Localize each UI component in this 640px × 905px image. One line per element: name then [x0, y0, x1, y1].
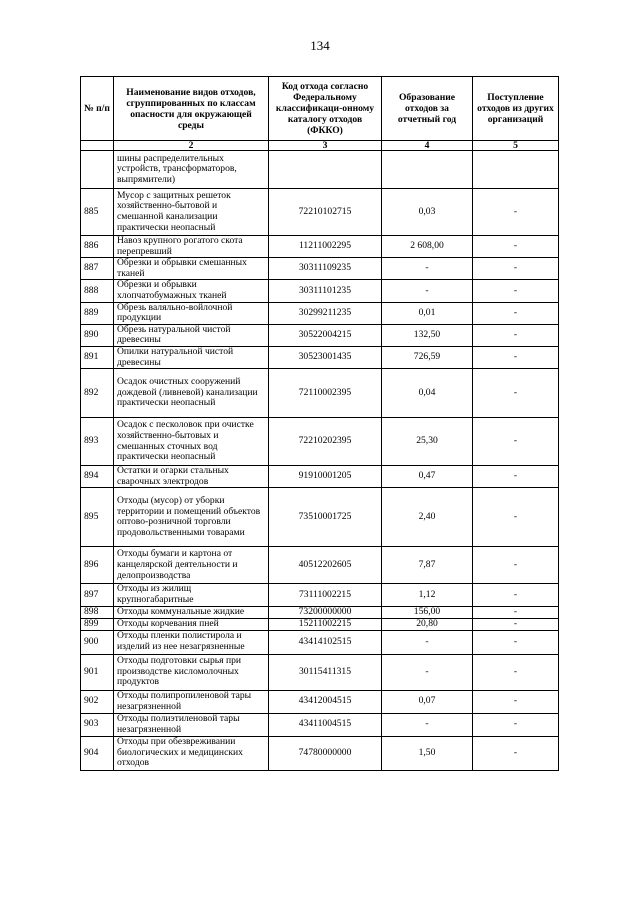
row-number: 903 [81, 713, 114, 736]
row-number: 893 [81, 418, 114, 466]
table-row [81, 258, 559, 280]
received-amount: - [473, 258, 559, 280]
row-number: 895 [81, 488, 114, 547]
waste-name: Отходы коммунальные жидкие [114, 606, 269, 618]
formed-amount: 2 608,00 [382, 236, 473, 258]
fkko-code: 30311109235 [269, 258, 382, 280]
fkko-code: 73111002215 [269, 584, 382, 606]
received-amount: - [473, 654, 559, 690]
table-row [81, 466, 559, 488]
table-row [81, 654, 559, 690]
received-amount: - [473, 466, 559, 488]
column-number-row [81, 141, 559, 151]
row-number: 901 [81, 654, 114, 690]
received-amount: - [473, 713, 559, 736]
table-row [81, 630, 559, 654]
fkko-code: 72110002395 [269, 369, 382, 418]
row-number [81, 151, 114, 189]
fkko-code: 30523001435 [269, 346, 382, 368]
fkko-code: 43411004515 [269, 713, 382, 736]
table-row [81, 713, 559, 736]
waste-name: Опилки натуральной чистой древесины [114, 346, 269, 368]
waste-name: Отходы из жилищ крупногабаритные [114, 584, 269, 606]
waste-name: Отходы при обезвреживании биологических и медицинских отходов [114, 736, 269, 770]
waste-name: Отходы полипропиленовой тары незагрязненной [114, 690, 269, 713]
table-row [81, 618, 559, 630]
waste-name: Остатки и огарки стальных сварочных электродов [114, 466, 269, 488]
formed-amount: 156,00 [382, 606, 473, 618]
table-row [81, 236, 559, 258]
received-amount: - [473, 736, 559, 770]
waste-name: шины распределительных устройств, трансформаторов, выпрямители) [114, 151, 269, 189]
received-amount: - [473, 488, 559, 547]
fkko-code: 43414102515 [269, 630, 382, 654]
received-amount: - [473, 547, 559, 584]
table-row [81, 151, 559, 189]
row-number: 900 [81, 630, 114, 654]
received-amount: - [473, 324, 559, 346]
table-row [81, 547, 559, 584]
table-row [81, 189, 559, 236]
table-row [81, 488, 559, 547]
received-amount: - [473, 302, 559, 324]
received-amount: - [473, 618, 559, 630]
formed-amount: 0,47 [382, 466, 473, 488]
table-body [81, 151, 559, 771]
formed-amount: - [382, 713, 473, 736]
received-amount: - [473, 606, 559, 618]
row-number: 899 [81, 618, 114, 630]
header-no: № п/п [81, 77, 114, 141]
formed-amount: 1,12 [382, 584, 473, 606]
formed-amount: 25,30 [382, 418, 473, 466]
fkko-code: 74780000000 [269, 736, 382, 770]
waste-name: Обрезь валяльно-войлочной продукции [114, 302, 269, 324]
formed-amount [382, 151, 473, 189]
header-code: Код отхода согласно Федеральному классификаци-онному каталогу отходов (ФККО) [269, 77, 382, 141]
waste-name: Осадок очистных сооружений дождевой (ливневой) канализации практически неопасный [114, 369, 269, 418]
row-number: 890 [81, 324, 114, 346]
fkko-code: 30115411315 [269, 654, 382, 690]
formed-amount: 0,03 [382, 189, 473, 236]
fkko-code: 30311101235 [269, 280, 382, 302]
formed-amount: 0,07 [382, 690, 473, 713]
row-number: 902 [81, 690, 114, 713]
table-row [81, 369, 559, 418]
row-number: 889 [81, 302, 114, 324]
table-row [81, 690, 559, 713]
column-number: 4 [382, 141, 473, 151]
column-number: 2 [114, 141, 269, 151]
formed-amount: 132,50 [382, 324, 473, 346]
received-amount: - [473, 630, 559, 654]
waste-name: Обрезь натуральной чистой древесины [114, 324, 269, 346]
page-number: 134 [310, 38, 330, 53]
table-row [81, 302, 559, 324]
formed-amount: 7,87 [382, 547, 473, 584]
formed-amount: 0,04 [382, 369, 473, 418]
fkko-code: 91910001205 [269, 466, 382, 488]
formed-amount: - [382, 654, 473, 690]
waste-name: Отходы корчевания пней [114, 618, 269, 630]
fkko-code: 73200000000 [269, 606, 382, 618]
waste-name: Обрезки и обрывки хлопчатобумажных тканей [114, 280, 269, 302]
fkko-code: 15211002215 [269, 618, 382, 630]
waste-name: Обрезки и обрывки смешанных тканей [114, 258, 269, 280]
row-number: 887 [81, 258, 114, 280]
column-number: 5 [473, 141, 559, 151]
received-amount: - [473, 418, 559, 466]
table-row [81, 346, 559, 368]
formed-amount: - [382, 630, 473, 654]
formed-amount: 1,50 [382, 736, 473, 770]
received-amount: - [473, 584, 559, 606]
fkko-code: 40512202605 [269, 547, 382, 584]
waste-name: Отходы полиэтиленовой тары незагрязненной [114, 713, 269, 736]
received-amount: - [473, 690, 559, 713]
row-number: 894 [81, 466, 114, 488]
table-row [81, 584, 559, 606]
formed-amount: 0,01 [382, 302, 473, 324]
row-number: 885 [81, 189, 114, 236]
table-row [81, 606, 559, 618]
waste-name: Отходы (мусор) от уборки территории и помещений объектов оптово-розничной торговли продовольственными товарами [114, 488, 269, 547]
row-number: 891 [81, 346, 114, 368]
fkko-code [269, 151, 382, 189]
received-amount: - [473, 346, 559, 368]
row-number: 904 [81, 736, 114, 770]
received-amount: - [473, 280, 559, 302]
row-number: 896 [81, 547, 114, 584]
table-row [81, 418, 559, 466]
waste-table [80, 76, 559, 771]
fkko-code: 43412004515 [269, 690, 382, 713]
row-number: 897 [81, 584, 114, 606]
header-received: Поступление отходов из других организаций [473, 77, 559, 141]
table-row [81, 324, 559, 346]
received-amount: - [473, 369, 559, 418]
row-number: 886 [81, 236, 114, 258]
waste-name: Мусор с защитных решеток хозяйственно-бытовой и смешанной канализации практически неопасный [114, 189, 269, 236]
waste-name: Осадок с песколовок при очистке хозяйственно-бытовых и смешанных сточных вод практически неопасный [114, 418, 269, 466]
fkko-code: 73510001725 [269, 488, 382, 547]
fkko-code: 72210102715 [269, 189, 382, 236]
waste-name: Отходы бумаги и картона от канцелярской деятельности и делопроизводства [114, 547, 269, 584]
fkko-code: 30522004215 [269, 324, 382, 346]
formed-amount: 2,40 [382, 488, 473, 547]
row-number: 892 [81, 369, 114, 418]
received-amount: - [473, 236, 559, 258]
formed-amount: 726,59 [382, 346, 473, 368]
waste-name: Отходы подготовки сырья при производстве кисломолочных продуктов [114, 654, 269, 690]
received-amount [473, 151, 559, 189]
column-number [81, 141, 114, 151]
header-name: Наименование видов отходов, сгруппированных по классам опасности для окружающей среды [114, 77, 269, 141]
row-number: 888 [81, 280, 114, 302]
column-number: 3 [269, 141, 382, 151]
row-number: 898 [81, 606, 114, 618]
waste-name: Навоз крупного рогатого скота перепревший [114, 236, 269, 258]
waste-name: Отходы пленки полистирола и изделий из нее незагрязненные [114, 630, 269, 654]
fkko-code: 11211002295 [269, 236, 382, 258]
formed-amount: 20,80 [382, 618, 473, 630]
formed-amount: - [382, 280, 473, 302]
table-row [81, 736, 559, 770]
fkko-code: 30299211235 [269, 302, 382, 324]
formed-amount: - [382, 258, 473, 280]
header-formed: Образование отходов за отчетный год [382, 77, 473, 141]
fkko-code: 72210202395 [269, 418, 382, 466]
table-row [81, 280, 559, 302]
received-amount: - [473, 189, 559, 236]
header-row [81, 77, 559, 141]
